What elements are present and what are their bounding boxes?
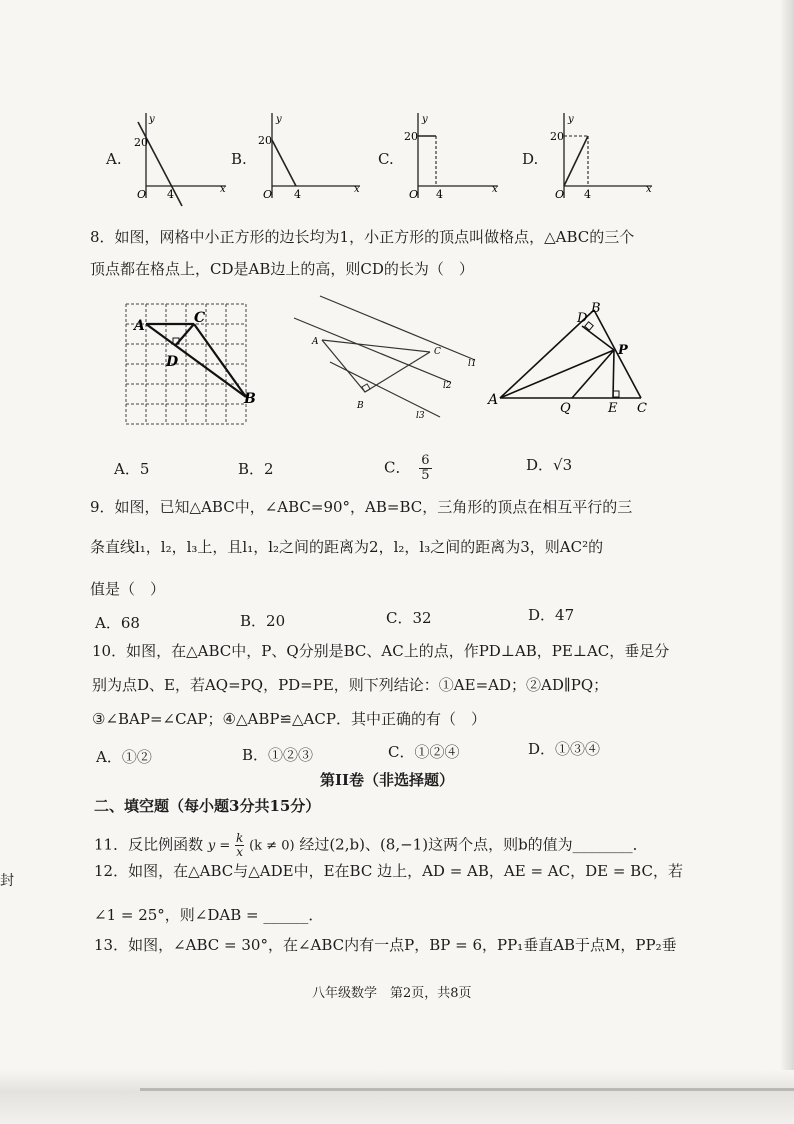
vertex-a-label: A (488, 392, 499, 408)
origin-label: O (555, 188, 565, 201)
section-fill-in-title: 二、填空题（每小题3分共15分） (94, 797, 321, 815)
q7-option-a-label: A. (106, 150, 122, 168)
point-e-label: E (608, 401, 618, 416)
q9-option-d: D．47 (528, 606, 575, 624)
page-bottom-edge (140, 1088, 794, 1091)
q8-option-d: D．√3 (526, 456, 573, 474)
fraction (419, 454, 431, 483)
y-axis-label: y (149, 114, 155, 125)
vertex-b-label: B (244, 391, 256, 407)
q7-graph-d (544, 108, 659, 208)
y-value-label: 20 (550, 130, 564, 143)
q8-option-a: A．5 (114, 460, 150, 478)
q7-option-b-label: B. (231, 150, 247, 168)
line-l2-label: l2 (443, 381, 452, 391)
q10-line-2: 别为点D、E，若AQ=PQ，PD=PE，则下列结论：①AE=AD；②AD∥PQ； (92, 676, 609, 694)
page-footer: 八年级数学 第2页，共8页 (312, 986, 472, 1001)
q11-prefix: 11．反比例函数 (94, 835, 204, 854)
q8-line-2: 顶点都在格点上，CD是AB边上的高，则CD的长为（ ） (90, 260, 474, 278)
q13-line-1: 13．如图，∠ABC = 30°，在∠ABC内有一点P，BP = 6，PP₁垂直AB于点M，PP₂垂 (94, 936, 677, 954)
q8-option-b: B．2 (238, 460, 274, 478)
origin-label: O (137, 188, 147, 201)
page-edge-shadow (780, 0, 794, 1124)
q7-graph-b (252, 108, 367, 208)
q11-suffix: 经过(2,b)、(8,−1)这两个点，则b的值为________． (299, 835, 648, 854)
vertex-a-label: A (134, 318, 145, 334)
q9-option-a: A．68 (95, 614, 140, 632)
q8-grid-figure (120, 296, 265, 431)
y-value-label: 20 (134, 136, 148, 149)
q11-function-y: y = (207, 838, 231, 854)
y-axis-label: y (276, 114, 282, 125)
q10-option-b: B．①②③ (242, 746, 314, 764)
binding-margin-char: 封 (0, 873, 14, 889)
x-axis-label: x (492, 184, 498, 195)
x-value-label: 4 (167, 188, 174, 201)
q9-option-c: C．32 (386, 609, 432, 627)
vertex-c-label: C (434, 347, 441, 357)
q8-line-1: 8．如图，网格中小正方形的边长均为1，小正方形的顶点叫做格点，△ABC的三个 (90, 228, 635, 246)
q8-option-c (384, 454, 432, 483)
vertex-c-label: C (194, 310, 206, 326)
q12-line-1: 12．如图，在△ABC与△ADE中，E在BC 边上，AD = AB，AE = AC，DE = BC，若 (94, 862, 683, 880)
x-value-label: 4 (436, 188, 443, 201)
fraction-numerator: 6 (421, 453, 430, 468)
point-p-label: P (618, 343, 628, 358)
x-axis-label: x (220, 184, 226, 195)
x-axis-label: x (646, 184, 652, 195)
q9-line-3: 值是（ ） (90, 580, 166, 598)
part-ii-title: 第II卷（非选择题） (320, 771, 455, 789)
q10-line-3: ③∠BAP=∠CAP；④△ABP≌△ACP．其中正确的有（ ） (92, 710, 486, 728)
fraction-numerator: k (236, 831, 244, 845)
q7-option-c-label: C. (378, 150, 394, 168)
y-axis-label: y (422, 114, 428, 125)
q8-option-c-label: C． (384, 458, 411, 477)
vertex-a-label: A (312, 337, 319, 347)
origin-label: O (263, 188, 273, 201)
y-value-label: 20 (404, 130, 418, 143)
vertex-b-label: B (357, 401, 364, 411)
q10-option-c: C．①②④ (388, 743, 460, 761)
q10-line-1: 10．如图，在△ABC中，P、Q分别是BC、AC上的点，作PD⊥AB，PE⊥AC，垂足分 (92, 642, 670, 660)
line-l3-label: l3 (416, 411, 425, 421)
x-value-label: 4 (584, 188, 591, 201)
q9-option-b: B．20 (240, 612, 286, 630)
q9-line-1: 9．如图，已知△ABC中，∠ABC=90°，AB=BC，三角形的顶点在相互平行的三 (90, 498, 633, 516)
page-bottom-shadow (0, 1070, 794, 1124)
vertex-b-label: B (591, 301, 601, 316)
vertex-d-label: D (577, 311, 588, 326)
point-q-label: Q (560, 401, 571, 416)
q12-line-2: ∠1 = 25°，则∠DAB = ______． (94, 906, 324, 924)
vertex-c-label: C (637, 401, 647, 416)
q10-option-a: A．①② (96, 748, 152, 766)
x-value-label: 4 (294, 188, 301, 201)
q7-graph-a (126, 108, 236, 208)
line-l1-label: l1 (468, 359, 477, 369)
vertex-d-label: D (166, 354, 179, 370)
q11-fraction (235, 832, 244, 859)
fraction-denominator: x (236, 845, 244, 859)
y-axis-label: y (568, 114, 574, 125)
y-value-label: 20 (258, 134, 272, 147)
q11-condition: (k ≠ 0) (249, 838, 295, 854)
q11 (94, 832, 648, 859)
origin-label: O (409, 188, 419, 201)
x-axis-label: x (354, 184, 360, 195)
fraction-denominator: 5 (421, 468, 430, 483)
q7-option-d-label: D. (522, 150, 539, 168)
q9-parallel-lines-figure (290, 292, 485, 428)
q10-option-d: D．①③④ (528, 740, 601, 758)
q9-line-2: 条直线l₁，l₂，l₃上，且l₁，l₂之间的距离为2，l₂，l₃之间的距离为3，则AC²的 (90, 538, 604, 556)
q10-triangle-figure (484, 296, 664, 420)
q7-graph-c (398, 108, 508, 208)
